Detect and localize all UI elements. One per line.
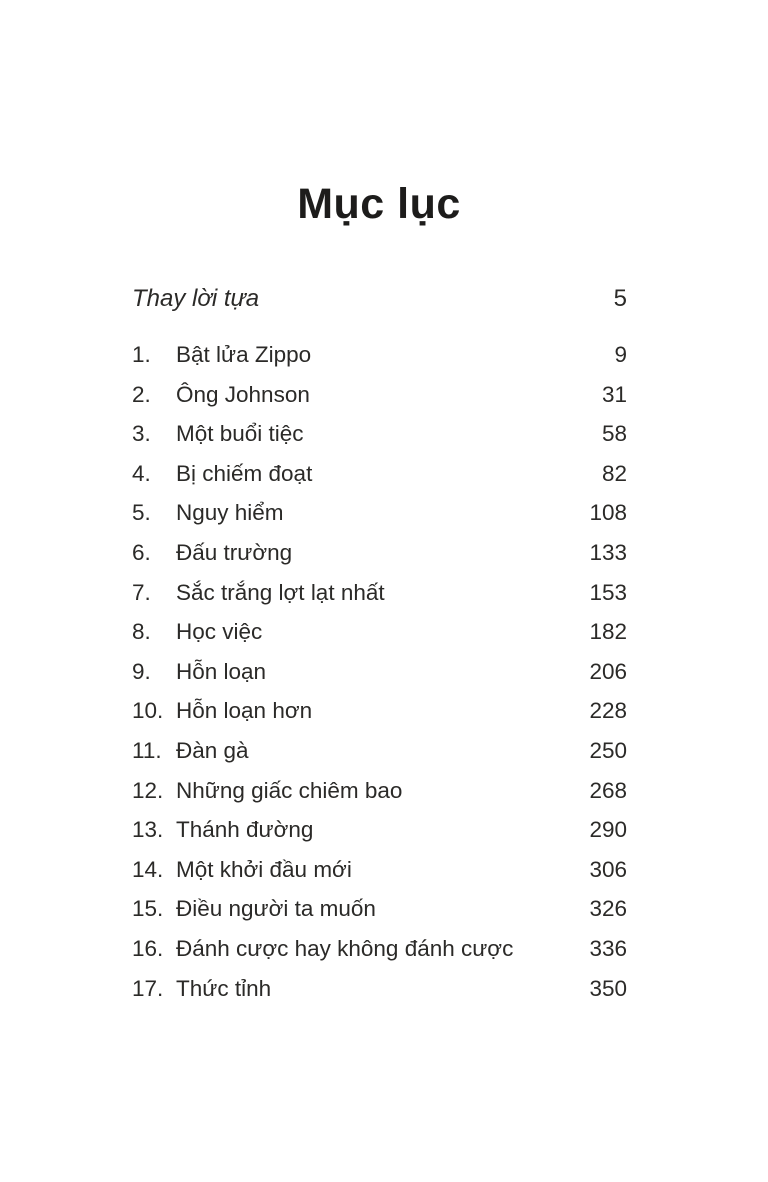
preface-page-number: 5: [613, 285, 627, 312]
chapter-number: 2.: [132, 381, 151, 407]
toc-entry: [132, 889, 627, 929]
toc-entry: [132, 771, 627, 811]
chapter-number: 1.: [132, 342, 151, 367]
chapter-title: Một khởi đầu mới: [176, 856, 352, 882]
chapter-number: 12.: [132, 777, 164, 803]
chapter-number: 10.: [132, 698, 164, 724]
chapter-title: Thức tỉnh: [176, 975, 272, 1001]
chapter-page-number: 133: [589, 539, 627, 565]
chapter-number: 15.: [132, 896, 164, 922]
toc-entry: [132, 969, 627, 1009]
chapter-number: 8.: [132, 619, 151, 645]
chapter-number: 9.: [132, 658, 151, 684]
chapter-page-number: 31: [601, 381, 627, 407]
chapter-page-number: 58: [601, 421, 627, 447]
chapter-title: Một buổi tiệc: [176, 421, 304, 447]
toc-entry: [132, 652, 627, 692]
chapter-title: Những giấc chiêm bao: [176, 777, 403, 803]
chapter-page-number: 306: [589, 856, 627, 882]
chapter-page-number: 336: [589, 935, 627, 961]
preface-entry: [132, 283, 627, 315]
chapter-title: Bị chiếm đoạt: [176, 460, 313, 486]
toc-entry: [132, 850, 627, 890]
chapter-page-number: 290: [589, 817, 627, 843]
chapter-number: 16.: [132, 935, 164, 961]
toc-entry: [132, 414, 627, 454]
chapter-number: 6.: [132, 539, 151, 565]
chapter-title: Bật lửa Zippo: [176, 342, 312, 367]
chapter-number: 7.: [132, 579, 151, 605]
chapter-number: 17.: [132, 975, 164, 1001]
toc-entry: [132, 612, 627, 652]
toc-list: [132, 335, 627, 1008]
chapter-number: 13.: [132, 817, 164, 843]
toc-entry: [132, 929, 627, 969]
toc-entry: [132, 493, 627, 533]
page-title: Mục lục: [297, 179, 461, 228]
chapter-page-number: 350: [589, 975, 627, 1001]
toc-entry: [132, 731, 627, 771]
toc-entry: [132, 375, 627, 415]
toc-entry: [132, 573, 627, 613]
toc-entry: [132, 335, 627, 375]
chapter-title: Đấu trường: [176, 539, 293, 565]
chapter-title: Hỗn loạn hơn: [176, 698, 313, 724]
chapter-page-number: 268: [589, 777, 627, 803]
chapter-title: Đánh cược hay không đánh cược: [176, 935, 514, 961]
preface-label: Thay lời tựa: [132, 285, 260, 312]
chapter-page-number: 82: [601, 460, 627, 486]
chapter-title: Thánh đường: [176, 817, 314, 843]
toc-entry: [132, 810, 627, 850]
chapter-number: 11.: [132, 737, 162, 763]
chapter-page-number: 108: [589, 500, 627, 526]
chapter-page-number: 206: [589, 658, 627, 684]
chapter-page-number: 326: [589, 896, 627, 922]
chapter-title: Học việc: [176, 619, 263, 645]
chapter-page-number: 228: [589, 698, 627, 724]
chapter-number: 14.: [132, 856, 164, 882]
chapter-number: 5.: [132, 500, 151, 526]
chapter-page-number: 153: [589, 579, 627, 605]
chapter-title: Đàn gà: [176, 737, 249, 763]
chapter-title: Ông Johnson: [176, 381, 310, 407]
chapter-number: 4.: [132, 460, 151, 486]
chapter-title: Nguy hiểm: [176, 500, 284, 526]
chapter-page-number: 9: [614, 342, 627, 367]
toc-entry: [132, 691, 627, 731]
chapter-title: Sắc trắng lợt lạt nhất: [176, 579, 385, 605]
toc-entry: [132, 533, 627, 573]
chapter-number: 3.: [132, 421, 151, 447]
chapter-title: Hỗn loạn: [176, 658, 267, 684]
toc-entry: [132, 454, 627, 494]
chapter-page-number: 182: [589, 619, 627, 645]
chapter-title: Điều người ta muốn: [176, 896, 376, 922]
chapter-page-number: 250: [589, 737, 627, 763]
